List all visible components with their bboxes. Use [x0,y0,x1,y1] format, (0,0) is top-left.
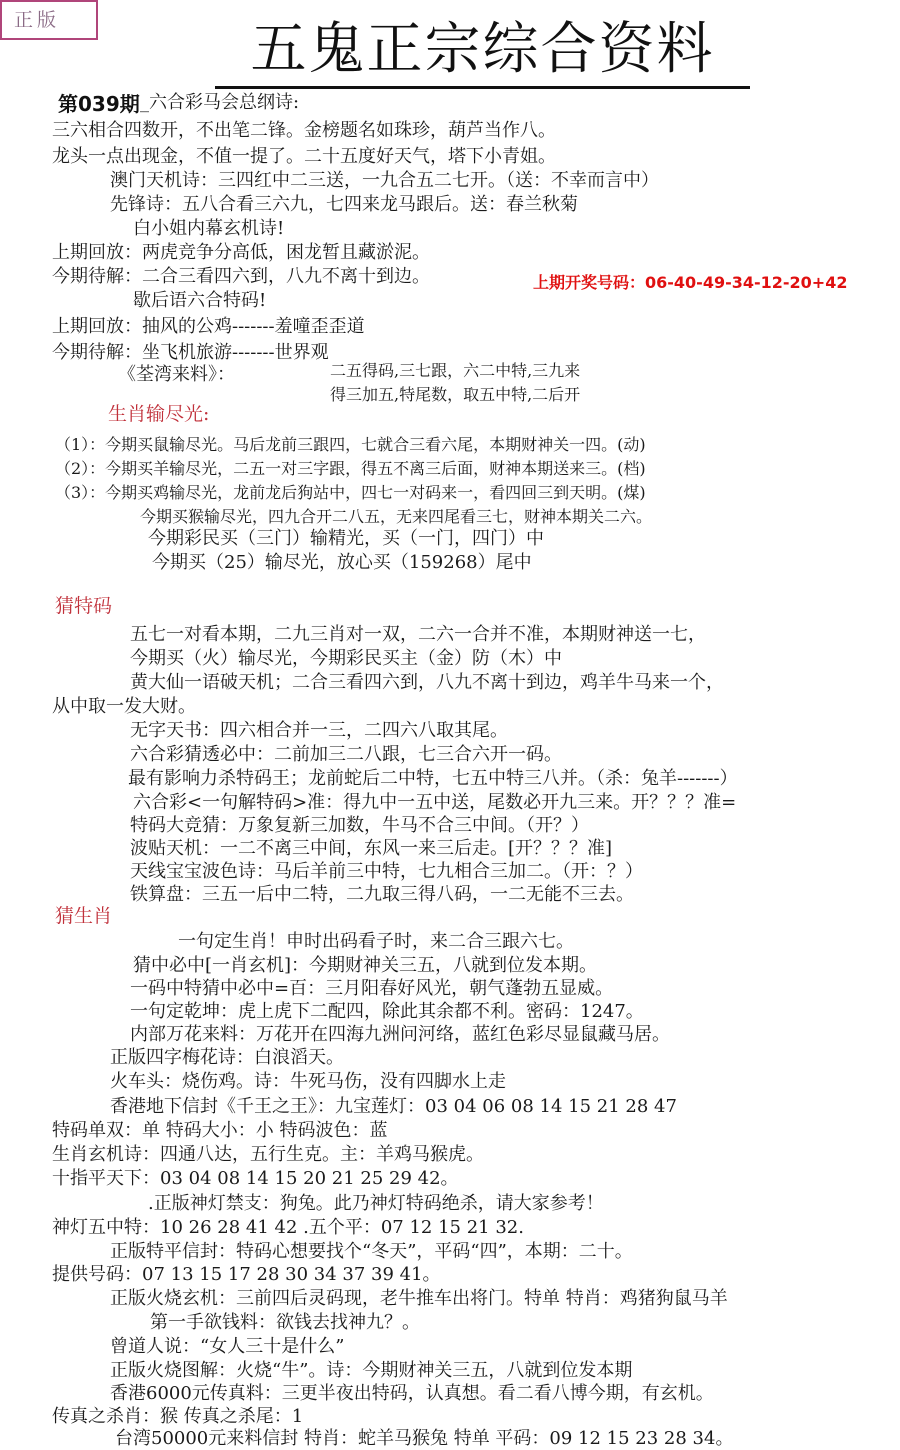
text-line: 第一手欲钱料：欲钱去找神九？。 [150,1312,420,1333]
text-line: 曾道人说：“女人三十是什么” [110,1336,345,1357]
text-line: 特码单双：单 特码大小：小 特码波色：蓝 [52,1120,388,1141]
issue-number: 第039期 [58,92,140,116]
text-line: 无字天书：四六相合并一三，二四六八取其尾。 [130,720,508,741]
text-line: _六合彩马会总纲诗: [140,92,300,113]
text-line: 铁算盘：三五一后中二特，二九取三得八码，一二无能不三去。 [130,884,634,905]
text-line: 黄大仙一语破天机；二合三看四六到，八九不离十到边，鸡羊牛马来一个， [130,672,724,693]
text-line: 一句定乾坤：虎上虎下二配四，除此其余都不利。密码：1247。 [130,1001,644,1022]
section-heading: 猜生肖 [55,905,113,927]
text-line: 五七一对看本期，二九三肖对一双，二六一合并不准，本期财神送一七， [130,624,706,645]
section-heading: 猜特码 [55,595,113,617]
text-line: 台湾50000元来料信封 特肖：蛇羊马猴兔 特单 平码：09 12 15 23 28 34。 [115,1428,734,1449]
text-line: 猜中必中[一肖玄机]：今期财神关三五，八就到位发本期。 [133,955,598,976]
text-line: 从中取一发大财。 [52,696,196,717]
authentic-badge: 正版 [0,0,98,40]
text-line: 今期买猴输尽光，四九合开二八五，无来四尾看三七，财神本期关二六。 [140,507,653,526]
text-line: （1）：今期买鼠输尽光。马后龙前三跟四，七就合三看六尾，本期财神关一四。(动) [55,435,646,454]
text-line: 天线宝宝波色诗：马后羊前三中特，七九相合三加二。（开：？） [130,861,643,882]
text-line: 澳门天机诗：三四红中二三送，一九合五二七开。（送：不幸而言中） [110,170,659,191]
text-line: 今期买（火）输尽光，今期彩民买主（金）防（木）中 [130,648,562,669]
text-line: 正版特平信封：特码心想要找个“冬天”，平码“四”，本期：二十。 [110,1241,633,1262]
last-draw-result: 上期开奖号码：06-40-49-34-12-20+42 [533,273,848,292]
text-line: 正版火烧玄机：三前四后灵码现，老牛推车出将门。特单 特肖：鸡猪狗鼠马羊 [110,1288,728,1309]
text-line: （3）：今期买鸡输尽光，龙前龙后狗站中，四七一对码来一，看四回三到天明。(煤) [55,483,646,502]
text-line: 先锋诗：五八合看三六九，七四来龙马跟后。送：春兰秋菊 [110,194,578,215]
text-line: 歇后语六合特码! [133,290,267,311]
text-line: 神灯五中特：10 26 28 41 42 .五个平：07 12 15 21 32. [52,1217,524,1238]
text-line: 波贴天机：一二不离三中间，东风一来三后走。[开？？？准] [130,838,613,859]
section-heading: 生肖输尽光: [108,403,210,425]
text-line: 香港6000元传真料：三更半夜出特码，认真想。看二看八博今期，有玄机。 [110,1383,714,1404]
text-line: 一句定生肖！申时出码看子时，来二合三跟六七。 [178,931,574,952]
text-line: 今期待解：坐飞机旅游-------世界观 [52,342,329,363]
text-line: 特码大竞猜：万象复新三加数，牛马不合三中间。（开？） [130,815,589,836]
text-line: 得三加五,特尾数，取五中特,二后开 [330,385,581,404]
text-line: 一码中特猜中必中=百：三月阳春好风光，朝气蓬勃五显威。 [130,978,614,999]
text-line: 今期买（25）输尽光，放心买（159268）尾中 [152,552,532,573]
text-line: 生肖玄机诗：四通八达，五行生克。主：羊鸡马猴虎。 [52,1144,484,1165]
text-line: 今期彩民买（三门）输精光，买（一门，四门）中 [148,528,544,549]
text-line: .正版神灯禁支：狗兔。此乃神灯特码绝杀，请大家参考！ [148,1193,604,1214]
text-line: 白小姐内幕玄机诗! [133,218,285,239]
text-line: 二五得码,三七跟，六二中特,三九来 [330,361,581,380]
text-line: 传真之杀肖：猴 传真之杀尾：1 [52,1406,304,1427]
text-line: 香港地下信封《千王之王》：九宝莲灯：03 04 06 08 14 15 21 28 47 [110,1096,677,1117]
text-line: 三六相合四数开，不出笔二锋。金榜题名如珠珍，葫芦当作八。 [52,120,556,141]
text-line: 十指平天下：03 04 08 14 15 20 21 25 29 42。 [52,1168,459,1189]
text-line: 六合彩<一句解特码>准：得九中一五中送，尾数必开九三来。开？？？准= [133,792,737,813]
text-line: 正版四字梅花诗：白浪滔天。 [110,1047,344,1068]
text-line: 火车头：烧伤鸡。诗：牛死马伤，没有四脚水上走 [110,1071,506,1092]
text-line: （2）：今期买羊输尽光，二五一对三字跟，得五不离三后面，财神本期送来三。(档) [55,459,646,478]
text-line: 正版火烧图解：火烧“牛”。诗：今期财神关三五，八就到位发本期 [110,1360,633,1381]
text-line: 提供号码：07 13 15 17 28 30 34 37 39 41。 [52,1264,441,1285]
page-title: 五鬼正宗综合资料 [215,18,750,89]
text-line: 内部万花来料：万花开在四海九洲问河络，蓝红色彩尽显鼠藏马居。 [130,1024,670,1045]
text-line: 今期待解：二合三看四六到，八九不离十到边。 [52,266,430,287]
text-line: 《荃湾来料》： [118,364,235,385]
text-line: 六合彩猜透必中：二前加三二八跟，七三合六开一码。 [130,744,562,765]
text-line: 龙头一点出现金，不值一提了。二十五度好天气，塔下小青姐。 [52,146,556,167]
text-line: 上期回放：抽风的公鸡-------羞噇歪歪道 [52,316,365,337]
text-line: 最有影响力杀特码王；龙前蛇后二中特，七五中特三八并。（杀：兔羊-------） [128,768,738,789]
text-line: 上期回放：两虎竞争分高低，困龙暂且藏淤泥。 [52,242,430,263]
